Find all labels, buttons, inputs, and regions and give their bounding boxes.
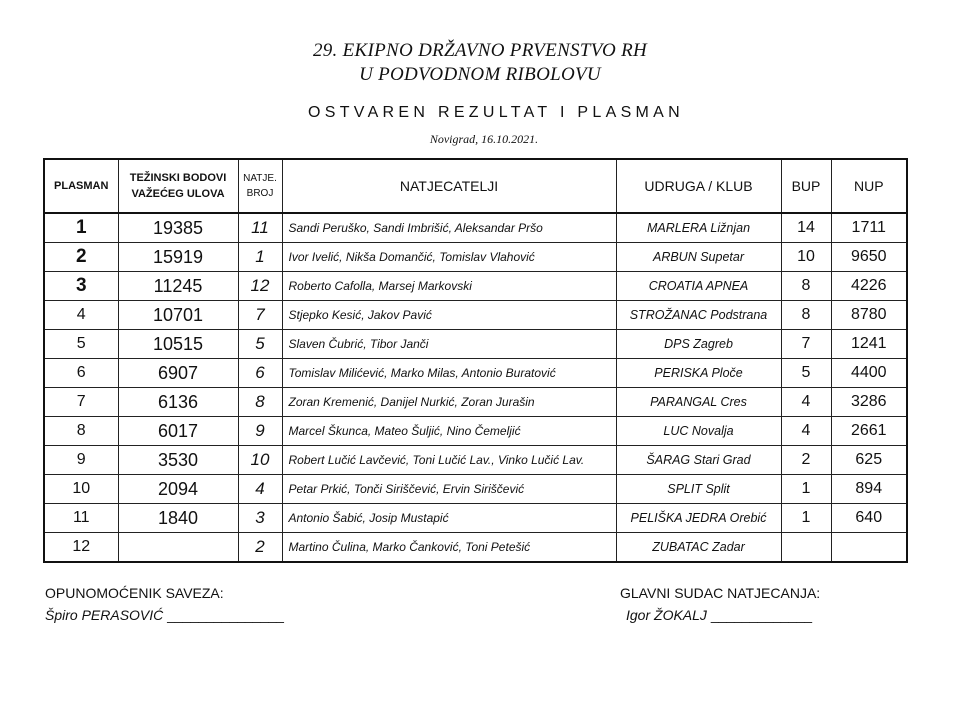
header-bup: BUP (781, 159, 831, 213)
results-table (43, 158, 908, 563)
cell-nup: 640 (831, 504, 907, 533)
title-line-1: 29. EKIPNO DRŽAVNO PRVENSTVO RH (312, 40, 648, 61)
cell-club: MARLERA Ližnjan (616, 213, 781, 243)
cell-bup: 1 (781, 504, 831, 533)
cell-bup: 7 (781, 330, 831, 359)
cell-bup: 4 (781, 417, 831, 446)
header-points (118, 159, 238, 213)
cell-points: 1840 (118, 504, 238, 533)
header-club: UDRUGA / KLUB (616, 159, 781, 213)
cell-team-number: 5 (238, 330, 282, 359)
cell-club: DPS Zagreb (616, 330, 781, 359)
cell-nup: 625 (831, 446, 907, 475)
chief-judge-label: GLAVNI SUDAC NATJECANJA: (620, 585, 821, 601)
table-row (44, 475, 907, 504)
cell-club: ARBUN Supetar (616, 243, 781, 272)
cell-place: 8 (44, 417, 118, 446)
cell-team-number: 11 (238, 213, 282, 243)
cell-team-number: 3 (238, 504, 282, 533)
chief-judge-line: _____________ (710, 607, 813, 623)
cell-team-number: 12 (238, 272, 282, 301)
subtitle: OSTVAREN REZULTAT I PLASMAN (308, 104, 684, 121)
cell-nup: 4400 (831, 359, 907, 388)
cell-place: 3 (44, 272, 118, 301)
cell-club: CROATIA APNEA (616, 272, 781, 301)
cell-team-number: 4 (238, 475, 282, 504)
cell-team-number: 1 (238, 243, 282, 272)
table-row (44, 533, 907, 563)
cell-nup: 9650 (831, 243, 907, 272)
cell-points: 6017 (118, 417, 238, 446)
cell-points (118, 533, 238, 563)
table-row (44, 272, 907, 301)
cell-nup (831, 533, 907, 563)
cell-competitors: Slaven Čubrić, Tibor Janči (282, 330, 616, 359)
cell-bup: 10 (781, 243, 831, 272)
header-row (44, 159, 907, 213)
cell-points: 6136 (118, 388, 238, 417)
cell-team-number: 2 (238, 533, 282, 563)
cell-place: 10 (44, 475, 118, 504)
place-date: Novigrad, 16.10.2021. (429, 132, 539, 146)
cell-place: 7 (44, 388, 118, 417)
cell-bup: 5 (781, 359, 831, 388)
cell-place: 11 (44, 504, 118, 533)
title-line-2: U PODVODNOM RIBOLOVU (359, 64, 601, 85)
cell-place: 5 (44, 330, 118, 359)
cell-place: 6 (44, 359, 118, 388)
cell-bup: 4 (781, 388, 831, 417)
cell-bup: 1 (781, 475, 831, 504)
table-row (44, 446, 907, 475)
cell-points: 2094 (118, 475, 238, 504)
cell-nup: 3286 (831, 388, 907, 417)
cell-club: LUC Novalja (616, 417, 781, 446)
authorized-rep-label: OPUNOMOĆENIK SAVEZA: (45, 585, 224, 601)
cell-team-number: 8 (238, 388, 282, 417)
cell-competitors: Petar Prkić, Tonči Siriščević, Ervin Siriščević (282, 475, 616, 504)
header-team-number-line2: BROJ (246, 188, 274, 199)
cell-competitors: Tomislav Milićević, Marko Milas, Antonio Buratović (282, 359, 616, 388)
cell-competitors: Marcel Škunca, Mateo Šuljić, Nino Čemeljić (282, 417, 616, 446)
table-row (44, 330, 907, 359)
cell-points: 19385 (118, 213, 238, 243)
cell-bup: 14 (781, 213, 831, 243)
cell-competitors: Antonio Šabić, Josip Mustapić (282, 504, 616, 533)
cell-place: 1 (44, 213, 118, 243)
cell-club: PARANGAL Cres (616, 388, 781, 417)
authorized-rep-line: _______________ (167, 607, 284, 623)
table-row (44, 243, 907, 272)
cell-place: 12 (44, 533, 118, 563)
cell-points: 3530 (118, 446, 238, 475)
cell-bup: 8 (781, 301, 831, 330)
cell-team-number: 10 (238, 446, 282, 475)
header-competitors: NATJECATELJI (282, 159, 616, 213)
cell-bup (781, 533, 831, 563)
table-row (44, 301, 907, 330)
header-points-line2: VAŽEĆEG ULOVA (131, 188, 225, 200)
cell-place: 2 (44, 243, 118, 272)
cell-points: 6907 (118, 359, 238, 388)
cell-bup: 2 (781, 446, 831, 475)
cell-nup: 1241 (831, 330, 907, 359)
cell-team-number: 9 (238, 417, 282, 446)
cell-competitors: Robert Lučić Lavčević, Toni Lučić Lav., Vinko Lučić Lav. (282, 446, 616, 475)
cell-team-number: 6 (238, 359, 282, 388)
table-row (44, 417, 907, 446)
cell-club: STROŽANAC Podstrana (616, 301, 781, 330)
table-row (44, 213, 907, 243)
cell-points: 11245 (118, 272, 238, 301)
table-row (44, 504, 907, 533)
table-row (44, 388, 907, 417)
cell-competitors: Sandi Peruško, Sandi Imbrišić, Aleksandar Pršo (282, 213, 616, 243)
cell-nup: 894 (831, 475, 907, 504)
chief-judge-name: Igor ŽOKALJ (626, 607, 707, 623)
cell-club: PERISKA Ploče (616, 359, 781, 388)
cell-competitors: Zoran Kremenić, Danijel Nurkić, Zoran Jurašin (282, 388, 616, 417)
cell-club: SPLIT Split (616, 475, 781, 504)
cell-nup: 2661 (831, 417, 907, 446)
cell-nup: 1711 (831, 213, 907, 243)
header-nup: NUP (831, 159, 907, 213)
header-team-number (238, 159, 282, 213)
header-points-line1: TEŽINSKI BODOVI (129, 172, 227, 184)
cell-competitors: Stjepko Kesić, Jakov Pavić (282, 301, 616, 330)
cell-place: 9 (44, 446, 118, 475)
cell-competitors: Roberto Cafolla, Marsej Markovski (282, 272, 616, 301)
cell-competitors: Ivor Ivelić, Nikša Domančić, Tomislav Vlahović (282, 243, 616, 272)
cell-club: PELIŠKA JEDRA Orebić (616, 504, 781, 533)
cell-competitors: Martino Čulina, Marko Čanković, Toni Petešić (282, 533, 616, 563)
header-place: PLASMAN (44, 159, 118, 213)
table-row (44, 359, 907, 388)
authorized-rep-signature (45, 607, 284, 623)
cell-points: 15919 (118, 243, 238, 272)
cell-place: 4 (44, 301, 118, 330)
cell-points: 10515 (118, 330, 238, 359)
cell-club: ZUBATAC Zadar (616, 533, 781, 563)
header-team-number-line1: NATJE. (243, 173, 277, 184)
cell-nup: 8780 (831, 301, 907, 330)
cell-bup: 8 (781, 272, 831, 301)
authorized-rep-name: Špiro PERASOVIĆ (45, 607, 164, 623)
cell-points: 10701 (118, 301, 238, 330)
cell-club: ŠARAG Stari Grad (616, 446, 781, 475)
cell-nup: 4226 (831, 272, 907, 301)
chief-judge-signature (626, 607, 812, 623)
cell-team-number: 7 (238, 301, 282, 330)
